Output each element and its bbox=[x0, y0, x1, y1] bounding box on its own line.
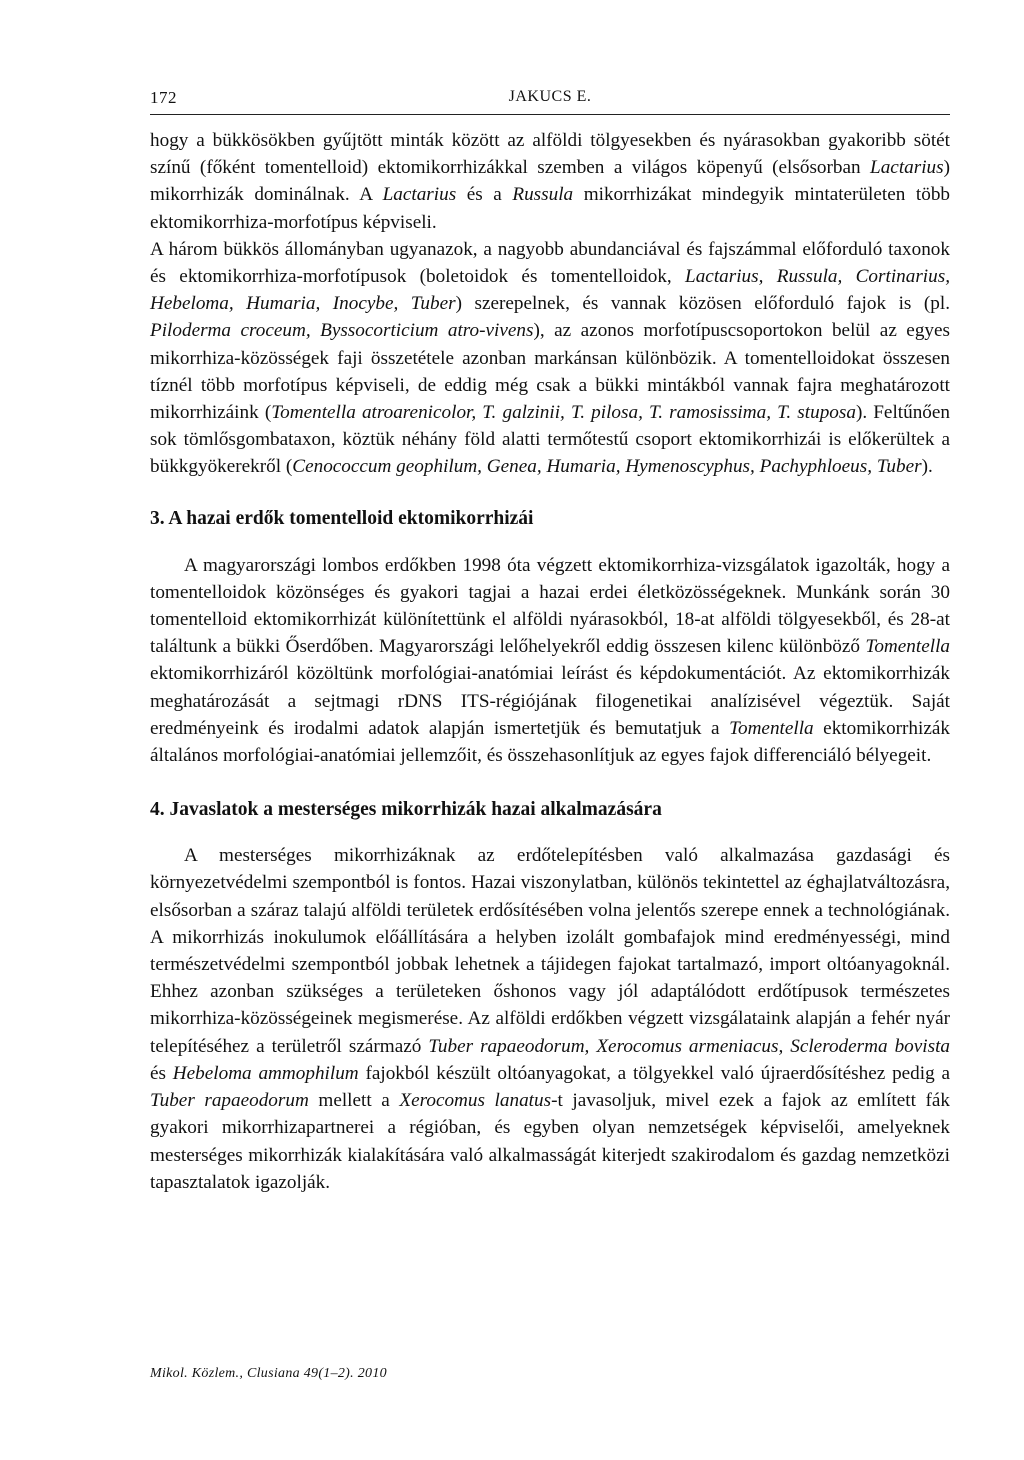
text-run: ektomikorrhizáról közöltünk morfológiai-anatómiai leírást és képdokumentációt. Az ektomikorrhizák meghatározását a sejtmagi rDNS ITS-régiójának filogenetikai analízisével végeztük. Saját eredményeink és irodalmi adatok alapján ismertetjük és bemutatjuk a bbox=[150, 663, 950, 739]
italic-taxon-name: Lactarius, Russula, Cortinarius, Hebeloma, Humaria, Inocybe, Tuber bbox=[150, 266, 950, 315]
italic-taxon-name: Xerocomus lanatus bbox=[399, 1090, 552, 1112]
text-run: ) mikorrhizák dominálnak. A bbox=[150, 157, 950, 206]
italic-taxon-name: Lactarius bbox=[870, 157, 944, 179]
paragraph-2 bbox=[150, 236, 950, 481]
italic-taxon-name: Tomentella bbox=[729, 717, 814, 739]
text-run: ). Feltűnően sok tömlősgombataxon, köztük néhány föld alatti termőtestű csoport ektomikorrhizái is előkerültek a bükkgyökerekről ( bbox=[150, 402, 950, 478]
text-run: ), az azonos morfotípuscsoportokon belül az egyes mikorrhiza-közösségek faji összetétele azonban markánsan különbözik. A tomentelloidokat összesen tíznél több morfotípus képviseli, de eddig még csak a bükki mintákból vannak fajra meghatározott mikorrhizáink ( bbox=[150, 320, 950, 424]
italic-taxon-name: Lactarius bbox=[382, 184, 457, 206]
section-heading-3: 3. A hazai erdők tomentelloid ektomikorrhizái bbox=[150, 507, 534, 529]
italic-taxon-name: Hebeloma ammophilum bbox=[172, 1062, 359, 1084]
italic-taxon-name: Cenococcum geophilum, Genea, Humaria, Hymenoscyphus, Pachyphloeus, Tuber bbox=[292, 456, 922, 478]
italic-taxon-name: Tuber rapaeodorum, Xerocomus armeniacus, Scleroderma bovista bbox=[428, 1035, 950, 1057]
text-run: ). bbox=[921, 456, 933, 478]
page-number: 172 bbox=[150, 88, 177, 107]
running-head-author: JAKUCS E. bbox=[508, 88, 592, 105]
section-heading-4: 4. Javaslatok a mesterséges mikorrhizák hazai alkalmazására bbox=[150, 799, 662, 821]
paragraph-1 bbox=[150, 127, 950, 236]
text-run: mellett a bbox=[308, 1090, 400, 1112]
paragraph-4 bbox=[150, 842, 950, 1196]
text-run: A mesterséges mikorrhizáknak az erdőtelepítésben való alkalmazása gazdasági és környezetvédelmi szempontból is fontos. Hazai viszonylatban, különös tekintettel az éghajlatváltozásra, elsősorban a száraz talajú alföldi területek erdősítésében volna jelentős szerepe ennek a technológiának. A mikorrhizás inokulumok előállítására a helyben izolált gombafajok mind eredményességi, mind természetvédelmi szempontból jobbak lehetnek a tájidegen fajokat tartalmazó, import oltóanyagoknál. Ehhez azonban szükséges a területeken őshonos vagy jól adaptálódott erdőtípusok természetes mikorrhiza-közösségeinek megismerése. Az alföldi erdőkben végzett vizsgálataink alapján a fehér nyár telepítéséhez a területről származó bbox=[150, 845, 950, 1057]
text-run: ektomikorrhizák általános morfológiai-anatómiai jellemzőit, és összehasonlítjuk az egyes fajok differenciáló bélyegeit. bbox=[150, 717, 950, 767]
italic-taxon-name: Tomentella atroarenicolor, T. galzinii, T. pilosa, T. ramosissima, T. stuposa bbox=[271, 402, 856, 424]
page-content bbox=[150, 84, 950, 1196]
text-run: és bbox=[150, 1062, 173, 1084]
text-run: -t javasoljuk, mivel ezek a fajok az említett fák gyakori mikorrhizapartnerei a régióban, és egyben olyan nemzetségek képviselői, amelyeknek mesterséges mikorrhizák kialakítására való alkalmasságát kiterjedt szakirodalom és gazdag nemzetközi tapasztalatok igazolják. bbox=[150, 1090, 950, 1193]
text-run: fajokból készült oltóanyagokat, a tölgyekkel való újraerdősítéshez pedig a bbox=[358, 1062, 951, 1084]
text-run: ) szerepelnek, és vannak közösen előforduló fajok is (pl. bbox=[455, 293, 951, 315]
italic-taxon-name: Piloderma croceum, Byssocorticium atro-vivens bbox=[150, 320, 534, 342]
text-run: és a bbox=[456, 184, 513, 206]
italic-taxon-name: Russula bbox=[512, 184, 574, 206]
italic-taxon-name: Tuber rapaeodorum bbox=[150, 1090, 309, 1112]
text-run: A három bükkös állományban ugyanazok, a nagyobb abundanciával és fajszámmal előforduló taxonok és ektomikorrhiza-morfotípusok (boletoidok és tomentelloidok, bbox=[150, 238, 950, 288]
text-run: A magyarországi lombos erdőkben 1998 óta végzett ektomikorrhiza-vizsgálatok igazolták, hogy a tomentelloidok közönséges és gyakori tagjai a hazai erdei életközösségeknek. Munkánk során 30 tomentelloid ektomikorrhizát különítettünk el alföldi nyárasokból, 18-at alföldi tölgyesekből, és 28-at találtunk a bükki Őserdőben. Magyarországi lelőhelyekről eddig összesen kilenc különböző bbox=[150, 554, 950, 658]
journal-citation: Mikol. Közlem., Clusiana 49(1–2). 2010 bbox=[150, 1366, 387, 1381]
text-run: hogy a bükkösökben gyűjtött minták között az alföldi tölgyesekben és nyárasokban gyakoribb sötét színű (főként tomentelloid) ektomikorrhizákkal szemben a világos köpenyű (elsősorban bbox=[150, 130, 950, 179]
text-run: mikorrhizákat mindegyik mintaterületen több ektomikorrhiza-morfotípus képviseli. bbox=[150, 184, 951, 233]
running-head bbox=[150, 84, 950, 115]
paragraph-3 bbox=[150, 552, 950, 770]
italic-taxon-name: Tomentella bbox=[865, 636, 950, 658]
